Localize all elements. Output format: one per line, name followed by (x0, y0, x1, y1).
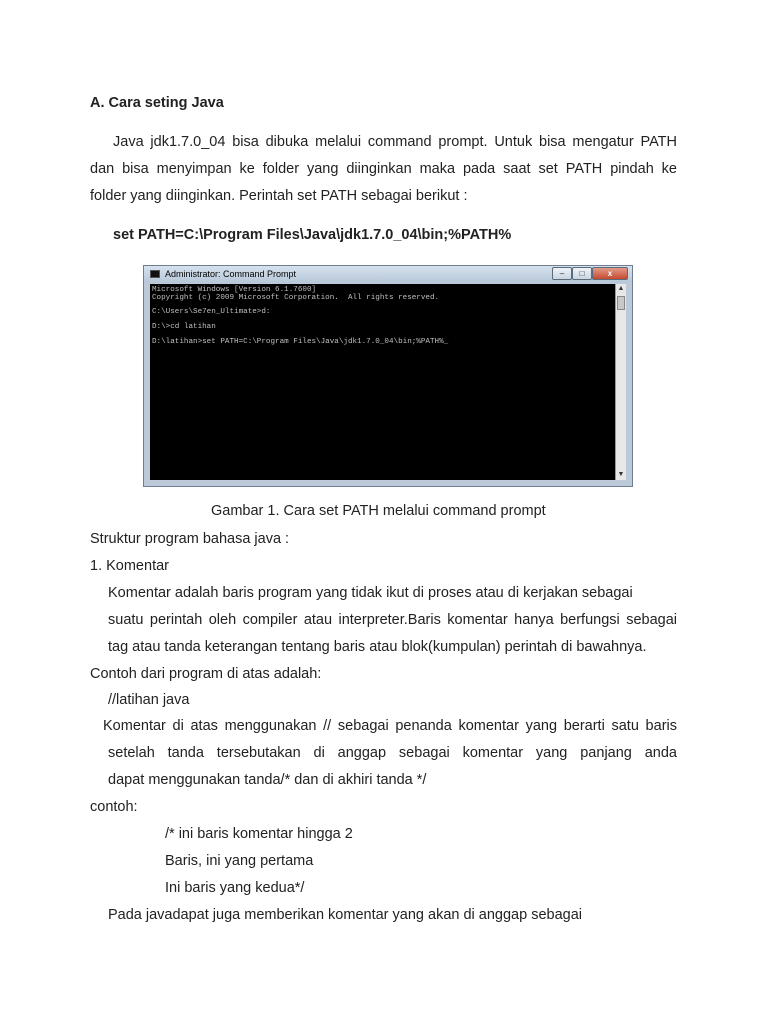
intro-line-3: folder yang diinginkan. Perintah set PATH sebagai berikut : (90, 188, 468, 204)
console-line: Copyright (c) 2009 Microsoft Corporation. All rights reserved. (152, 294, 440, 302)
scroll-up-icon: ▲ (617, 285, 625, 292)
comment-line-2: setelah tanda tersebutakan di anggap sebagai komentar yang panjang anda (108, 745, 677, 761)
section-1-title: 1. Komentar (90, 558, 169, 574)
console-scrollbar (615, 284, 626, 480)
structure-title: Struktur program bahasa java : (90, 531, 290, 547)
last-line: Pada javadapat juga memberikan komentar yang akan di anggap sebagai (108, 907, 582, 923)
section-1-line-2: suatu perintah oleh compiler atau interpreter.Baris komentar hanya berfungsi sebagai (108, 612, 677, 628)
minimize-icon: – (552, 267, 572, 280)
intro-line-1: Java jdk1.7.0_04 bisa dibuka melalui command prompt. Untuk bisa mengatur PATH (113, 134, 677, 150)
comment-line-3: dapat menggunakan tanda/* dan di akhiri tanda */ (108, 772, 427, 788)
console-area (150, 284, 615, 480)
console-line: C:\Users\Se7en_Ultimate>d: (152, 308, 271, 316)
section-1-line-3: tag atau tanda keterangan tentang baris atau blok(kumpulan) perintah di bawahnya. (108, 639, 647, 655)
window-titlebar (144, 266, 632, 283)
close-icon: x (592, 267, 628, 280)
command-prompt-screenshot (143, 265, 633, 487)
scroll-down-icon: ▼ (617, 471, 625, 478)
section-1-line-1: Komentar adalah baris program yang tidak ikut di proses atau di kerjakan sebagai (108, 585, 633, 601)
console-line: D:\latihan>set PATH=C:\Program Files\Java\jdk1.7.0_04\bin;%PATH%_ (152, 338, 449, 346)
code-line-1: /* ini baris komentar hingga 2 (165, 826, 353, 842)
scroll-thumb (617, 296, 625, 310)
cmd-app-icon (150, 270, 160, 278)
contoh-label: contoh: (90, 799, 138, 815)
comment-line-1: Komentar di atas menggunakan // sebagai penanda komentar yang berarti satu baris (103, 718, 677, 734)
figure-caption: Gambar 1. Cara set PATH melalui command prompt (211, 503, 546, 519)
maximize-icon: □ (572, 267, 592, 280)
example-label: Contoh dari program di atas adalah: (90, 666, 322, 682)
console-line: D:\>cd latihan (152, 323, 216, 331)
code-line-3: Ini baris yang kedua*/ (165, 880, 305, 896)
intro-line-2: dan bisa menyimpan ke folder yang diinginkan maka pada saat set PATH pindah ke (90, 161, 677, 177)
example-code: //latihan java (108, 692, 190, 708)
code-line-2: Baris, ini yang pertama (165, 853, 314, 869)
window-title: Administrator: Command Prompt (165, 269, 297, 279)
set-path-command: set PATH=C:\Program Files\Java\jdk1.7.0_04\bin;%PATH% (113, 227, 512, 243)
console-line: Microsoft Windows [Version 6.1.7600] (152, 286, 317, 294)
section-heading: A. Cara seting Java (90, 95, 224, 111)
